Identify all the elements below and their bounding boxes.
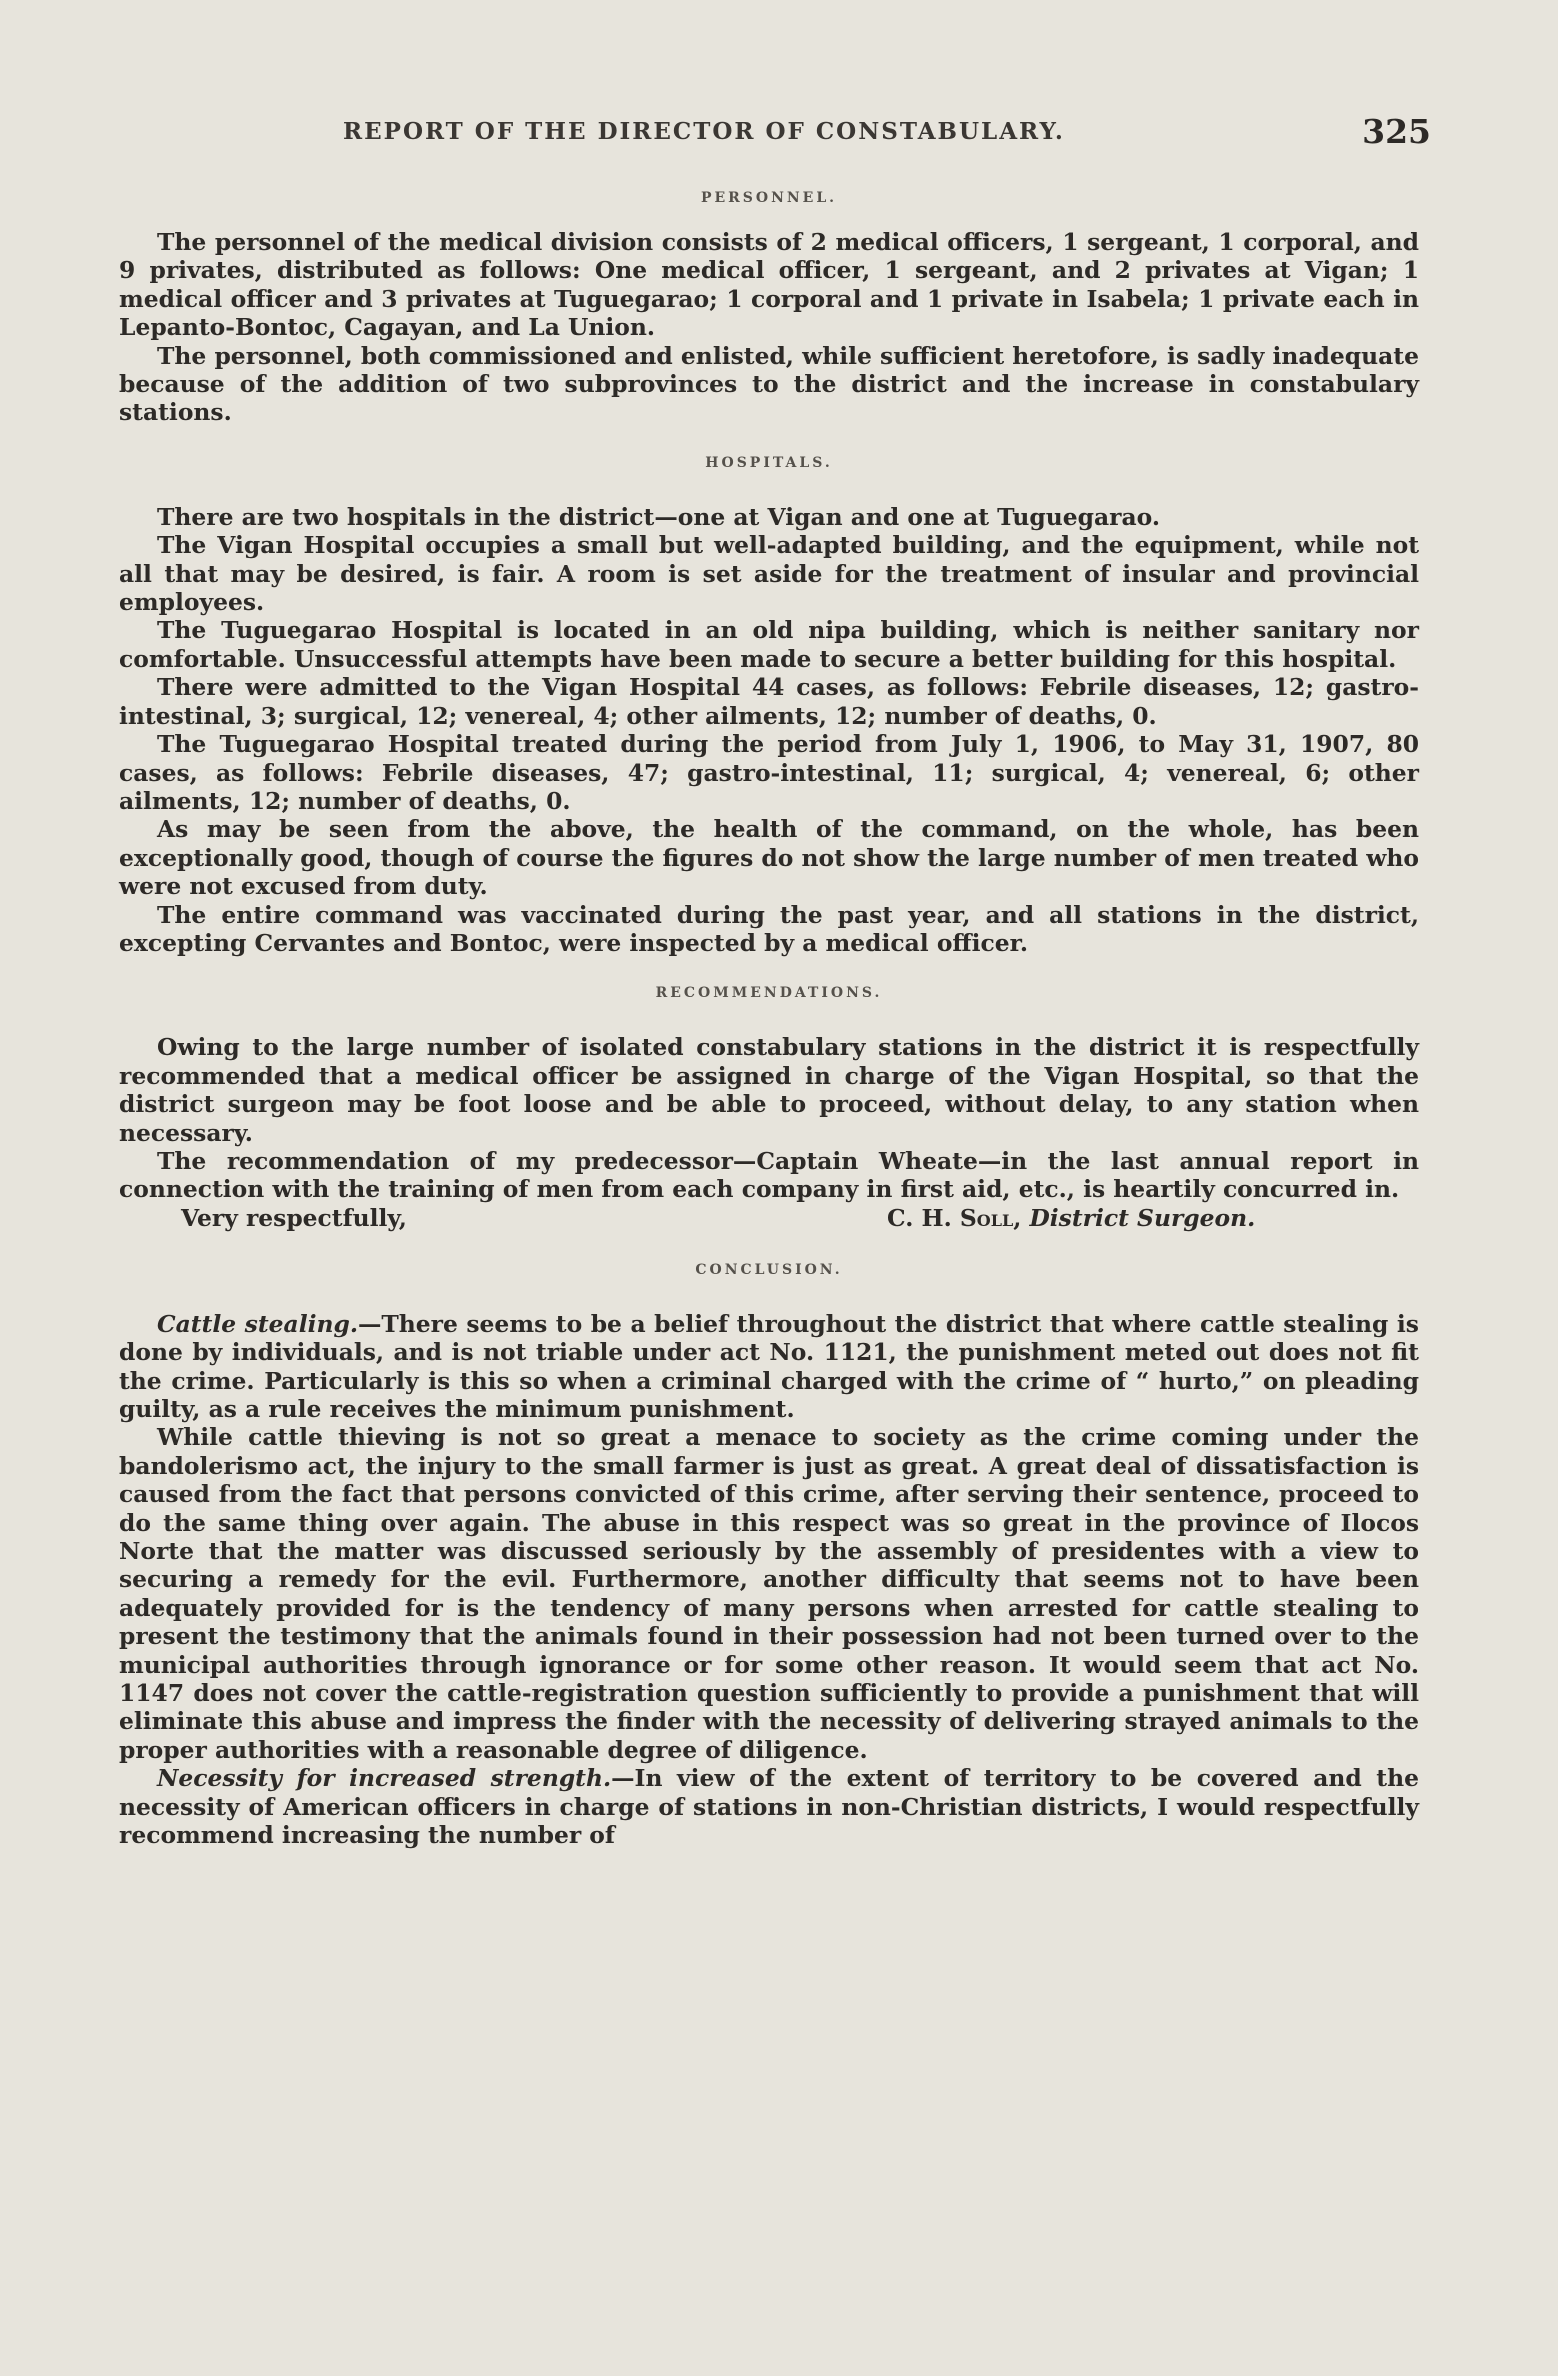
- paragraph-recommendations-2: The recommendation of my predecessor—Captain Wheate—in the last annual report in connection with the training of men from each company in first aid, etc., is heartily concurred in.: [119, 1146, 1419, 1204]
- running-head: [343, 112, 1443, 158]
- heading-personnel: PERSONNEL.: [700, 190, 838, 206]
- paragraph-recommendations-1: Owing to the large number of isolated constabulary stations in the district it is respectfully recommended that a medical officer be assigned in charge of the Vigan Hospital, so that the district surgeon may be foot loose and be able to proceed, without delay, to any station when necessary.: [119, 1033, 1419, 1147]
- text-cattle-stealing: —There seems to be a belief throughout the district that where cattle stealing is done by individuals, and is not triable under act No. 1121, the punishment meted out does not fit the crime. Particularly is this so when a criminal charged with the crime of “ hurto,” on pleading guilty, as a rule receives the minimum punishment.: [119, 1309, 1419, 1423]
- paragraph-personnel-1: The personnel of the medical division consists of 2 medical officers, 1 sergeant, 1 corporal, and 9 privates, distributed as follows: One medical officer, 1 sergeant, and 2 privates at Vigan; 1 medical officer and 3 privates at Tuguegarao; 1 corporal and 1 private in Isabela; 1 private each in Lepanto-Bontoc, Cagayan, and La Union.: [119, 228, 1419, 342]
- paragraph-hospitals-7: The entire command was vaccinated during the past year, and all stations in the district, excepting Cervantes and Bontoc, were inspected by a medical officer.: [119, 900, 1419, 957]
- text-increased-strength: —In view of the extent of territory to be covered and the necessity of American officers in charge of stations in non-Christian districts, I would respectfully recommend increasing the number of: [119, 1764, 1419, 1850]
- runin-increased-strength: Necessity for increased strength.: [157, 1764, 612, 1793]
- page-body: [119, 190, 1419, 1850]
- page-number: 325: [1362, 112, 1431, 151]
- paragraph-hospitals-3: The Tuguegarao Hospital is located in an old nipa building, which is neither sanitary nor comfortable. Unsuccessful attempts have been made to secure a better building for this hospital.: [119, 616, 1419, 673]
- paragraph-cattle-stealing: [119, 1310, 1419, 1424]
- paragraph-personnel-2: The personnel, both commissioned and enlisted, while sufficient heretofore, is sadly inadequate because of the addition of two subprovinces to the district and the increase in constabulary stations.: [119, 341, 1419, 427]
- signer-name: C. H. Soll,: [887, 1203, 1022, 1232]
- paragraph-hospitals-1: There are two hospitals in the district—one at Vigan and one at Tuguegarao.: [157, 502, 1160, 531]
- heading-conclusion: CONCLUSION.: [695, 1261, 843, 1278]
- heading-hospitals: HOSPITALS.: [705, 454, 833, 471]
- paragraph-increased-strength: [119, 1764, 1419, 1849]
- closing: Very respectfully,: [181, 1203, 407, 1232]
- paragraph-cattle-thieving: While cattle thieving is not so great a menace to society as the crime coming under the bandolerismo act, the injury to the small farmer is just as great. A great deal of dissatisfaction is caused from the fact that persons convicted of this crime, after serving their sentence, proceed to do the same thing over again. The abuse in this respect was so great in the province of Ilocos Norte that the matter was discussed seriously by the assembly of presidentes with a view to securing a remedy for the evil. Furthermore, another difficulty that seems not to have been adequately provided for is the tendency of many persons when arrested for cattle stealing to present the testimony that the animals found in their possession had not been turned over to the municipal authorities through ignorance or for some other reason. It would seem that act No. 1147 does not cover the cattle-registration question sufficiently to provide a punishment that will eliminate this abuse and impress the finder with the necessity of delivering strayed animals to the proper authorities with a reasonable degree of diligence.: [119, 1423, 1419, 1764]
- signer: [887, 1204, 1255, 1232]
- signature-line: [119, 1204, 1419, 1234]
- heading-recommendations: RECOMMENDATIONS.: [655, 985, 883, 1002]
- paragraph-hospitals-4: There were admitted to the Vigan Hospital 44 cases, as follows: Febrile diseases, 12; gastro-intestinal, 3; surgical, 12; venereal, 4; other ailments, 12; number of deaths, 0.: [119, 673, 1419, 730]
- paragraph-hospitals-6: As may be seen from the above, the health of the command, on the whole, has been exceptionally good, though of course the figures do not show the large number of men treated who were not excused from duty.: [119, 815, 1419, 901]
- paragraph-hospitals-5: The Tuguegarao Hospital treated during the period from July 1, 1906, to May 31, 1907, 80 cases, as follows: Febrile diseases, 47; gastro-intestinal, 11; surgical, 4; venereal, 6; other ailments, 12; number of deaths, 0.: [119, 730, 1419, 815]
- paragraph-hospitals-2: The Vigan Hospital occupies a small but well-adapted building, and the equipment, while not all that may be desired, is fair. A room is set aside for the treatment of insular and provincial employees.: [119, 531, 1419, 617]
- runin-cattle-stealing: Cattle stealing.: [157, 1309, 358, 1338]
- signer-title: District Surgeon.: [1029, 1203, 1256, 1232]
- running-title: REPORT OF THE DIRECTOR OF CONSTABULARY.: [343, 118, 1065, 145]
